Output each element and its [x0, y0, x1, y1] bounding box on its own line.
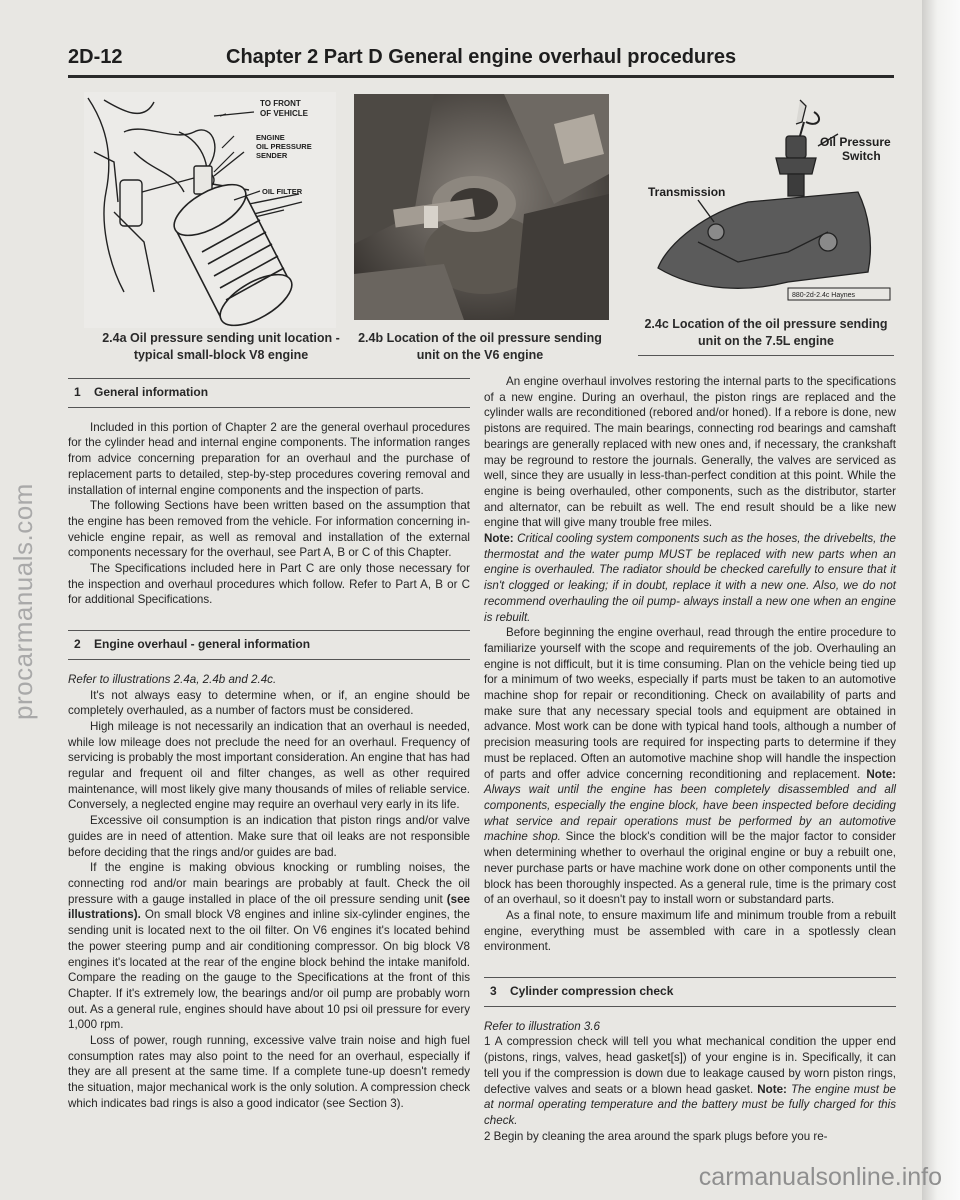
illustration-reference: Refer to illustration 3.6 [484, 1019, 600, 1033]
label-oil-pressure: OIL PRESSURE [256, 142, 312, 151]
section-title: Engine overhaul - general information [94, 637, 311, 652]
note-text: Critical cooling system components such as the hoses, the drivebelts, the thermostat and the water pump MUST be replaced with new parts when an engine is overhauled. The radiator should be checked carefully to ensure that it isn't clogged or leaking; if in doubt, replace it with a new one. Also, we do not recommend overhauling the oil pump- always install a new one when an engine is rebuilt. [484, 532, 896, 624]
illustration-reference: Refer to illustrations 2.4a, 2.4b and 2.4c. [68, 672, 277, 686]
paragraph: Included in this portion of Chapter 2 are the general overhaul procedures for the cylinder head and internal engine components. The information ranges from advice concerning preparation for an overhaul and the purchase of replacement parts to detailed, step-by-step procedures covering removal and installation of internal engine components and the inspection of parts. [68, 420, 470, 497]
step-paragraph [484, 1034, 896, 1128]
see-illustrations: (see illustrations). [68, 892, 470, 922]
section-1-heading [68, 379, 470, 407]
figure-ref-code: 880-2d-2.4c Haynes [792, 292, 856, 299]
paragraph [68, 860, 470, 1033]
bottom-watermark: carmanualsonline.info [698, 1163, 942, 1191]
caption-2-4b [340, 330, 620, 364]
note-text: Always wait until the engine has been completely disassembled and all components, especially the engine block, have been inspected before deciding what service and repair operations must be performed by an automotive machine shop. [484, 783, 896, 844]
label-to-front: TO FRONT [260, 99, 301, 108]
side-watermark: procarmanuals.com [8, 483, 38, 720]
paragraph: An engine overhaul involves restoring the internal parts to the specifications of a new engine. During an overhaul, the piston rings are replaced and the cylinder walls are reconditioned (rebored and/or honed). If a rebore is done, new pistons are required. The main bearings, connecting rod bearings and camshaft bearings are generally replaced with new ones and, if necessary, the crankshaft may be reground to restore the journals. Generally, the valves are serviced as well, since they are usually in less-than-perfect condition at this point. While the engine is being overhauled, other components, such as the distributor, starter and alternator, can be rebuilt as well. The end result should be a like new engine that will give many trouble free miles. [484, 375, 896, 530]
caption-rule [638, 355, 894, 356]
note-label: Note: [757, 1082, 787, 1096]
label-oil-pressure-switch-1: Oil Pressure [820, 135, 891, 149]
note-paragraph [484, 531, 896, 625]
text-span: Before beginning the engine overhaul, read through the entire procedure to familiarize yourself with the scope and requirements of the job. Overhauling an engine is not difficult, but it is time consuming. Plan on the vehicle being tied up for a minimum of two weeks, especially if parts must be taken to an automotive machine shop for repair or reconditioning. Check on availability of parts and make sure that any necessary special tools and equipment are obtained in advance. Most work can be done with typical hand tools, although a number of precision measuring tools are required for inspecting parts to determine if they must be replaced. Often an automotive machine shop will handle the inspection of parts and offer advice concerning reconditioning and replacement. [484, 626, 896, 781]
caption-2-4b-line1: 2.4b Location of the oil pressure sending [358, 331, 602, 345]
section-number: 2 [74, 637, 81, 652]
paragraph: It's not always easy to determine when, or if, an engine should be completely overhauled, as a number of factors must be considered. [68, 688, 470, 718]
label-transmission: Transmission [648, 185, 726, 199]
switch-transmission-drawing [628, 92, 894, 304]
caption-2-4a [96, 330, 346, 364]
text-span: On small block V8 engines and inline six-cylinder engines, the sending unit is located next to the oil filter. On V6 engines it's located behind the power steering pump and air conditioning compressor. On big block V8 engines it's located at the rear of the engine block behind the intake manifold. Compare the reading on the gauge to the Specifications at the front of this Chapter. If it's extremely low, the bearings and/or oil pump are probably worn out. As a general rule, engines should have about 10 psi oil pressure for every 1,000 rpm. [68, 908, 470, 1032]
section-title: General information [94, 385, 209, 399]
label-oil-pressure-switch-2: Switch [842, 149, 881, 163]
paragraph: The following Sections have been written based on the assumption that the engine has been removed from the vehicle. For information concerning in-vehicle engine repair, as well as removal and installation of the external components necessary for the overhaul, see Part A, B or C of this Chapter. [68, 499, 470, 560]
left-column [68, 378, 470, 1112]
section-title: Cylinder compression check [510, 984, 674, 999]
right-column [484, 374, 896, 1144]
figure-2-4b-photo [354, 94, 609, 320]
paragraph: The Specifications included here in Part C are only those necessary for the inspection and overhaul procedures which follow. Refer to Part A, B or C for additional Specifications. [68, 562, 470, 607]
engine-photo [354, 94, 609, 320]
step-paragraph: 2 Begin by cleaning the area around the spark plugs before you re- [484, 1129, 828, 1143]
label-engine: ENGINE [256, 133, 285, 142]
page-header [68, 46, 894, 86]
note-label: Note: [866, 767, 896, 781]
label-sender: SENDER [256, 151, 288, 160]
caption-2-4b-line2: unit on the V6 engine [416, 348, 544, 362]
section-number: 3 [490, 984, 497, 999]
caption-2-4a-line1: 2.4a Oil pressure sending unit location - [102, 331, 340, 345]
paragraph: As a final note, to ensure maximum life and minimum trouble from a rebuilt engine, everything must be assembled with care in a spotlessly clean environment. [484, 908, 896, 954]
paragraph: Loss of power, rough running, excessive valve train noise and high fuel consumption rates may also point to the need for an overhaul, especially if they are all present at the same time. If a complete tune-up doesn't remedy the situation, major mechanical work is the only solution. A compression check which indicates bad rings is also a good indicator (see Section 3). [68, 1034, 470, 1110]
chapter-title: Chapter 2 Part D General engine overhaul procedures [226, 46, 737, 68]
engine-line-drawing [84, 92, 336, 328]
paragraph: High mileage is not necessarily an indication that an overhaul is needed, while low mileage does not preclude the need for an overhaul. Frequency of servicing is probably the most important consideration. An engine that has had regular and frequent oil and filter changes, as well as other required maintenance, will most likely give many thousands of miles of reliable service. Conversely, a neglected engine may require an overhaul very early in its life. [68, 719, 470, 812]
step-text: 1 A compression check will tell you what mechanical condition the upper end (pistons, rings, valves, head gasket[s]) of your engine is in. Specifically, it can tell you if the compression is down due to leakage caused by worn piston rings, defective valves and seats or a blown head gasket. [484, 1035, 896, 1096]
label-oil-filter: OIL FILTER [262, 187, 303, 196]
paragraph [484, 625, 896, 908]
text-span: Since the block's condition will be the major factor to consider when determining whether to overhaul the original engine or buy a rebuilt one, never purchase parts or have machine work done on other components until the block has been thoroughly inspected. As a general rule, time is the primary cost of an overhaul, so it doesn't pay to install worn or substandard parts. [484, 830, 897, 907]
section-3-heading [484, 978, 896, 1006]
caption-2-4c-line1: 2.4c Location of the oil pressure sending [644, 317, 888, 331]
text-span: If the engine is making obvious knocking or rumbling noises, the connecting rod and/or main bearings are probably at fault. Check the oil pressure with a gauge installed in place of the oil pressure sending unit [68, 861, 470, 906]
caption-2-4a-line2: typical small-block V8 engine [133, 348, 309, 362]
caption-2-4c [634, 316, 898, 350]
section-2-heading [68, 631, 470, 659]
page-number: 2D-12 [68, 46, 123, 68]
header-rule [68, 75, 894, 78]
figure-2-4a [84, 92, 336, 328]
note-text: The engine must be at normal operating temperature and the battery must be fully charged for this check. [484, 1082, 896, 1127]
page-edge [922, 0, 960, 1200]
figure-2-4c [628, 92, 894, 304]
caption-2-4c-line2: unit on the 7.5L engine [698, 334, 834, 348]
section-number: 1 [74, 385, 81, 399]
note-label: Note: [484, 532, 514, 546]
label-of-vehicle: OF VEHICLE [260, 109, 309, 118]
paragraph: Excessive oil consumption is an indication that piston rings and/or valve guides are in need of attention. Make sure that oil leaks are not responsible before deciding that the rings and/or guides are bad. [68, 814, 470, 859]
